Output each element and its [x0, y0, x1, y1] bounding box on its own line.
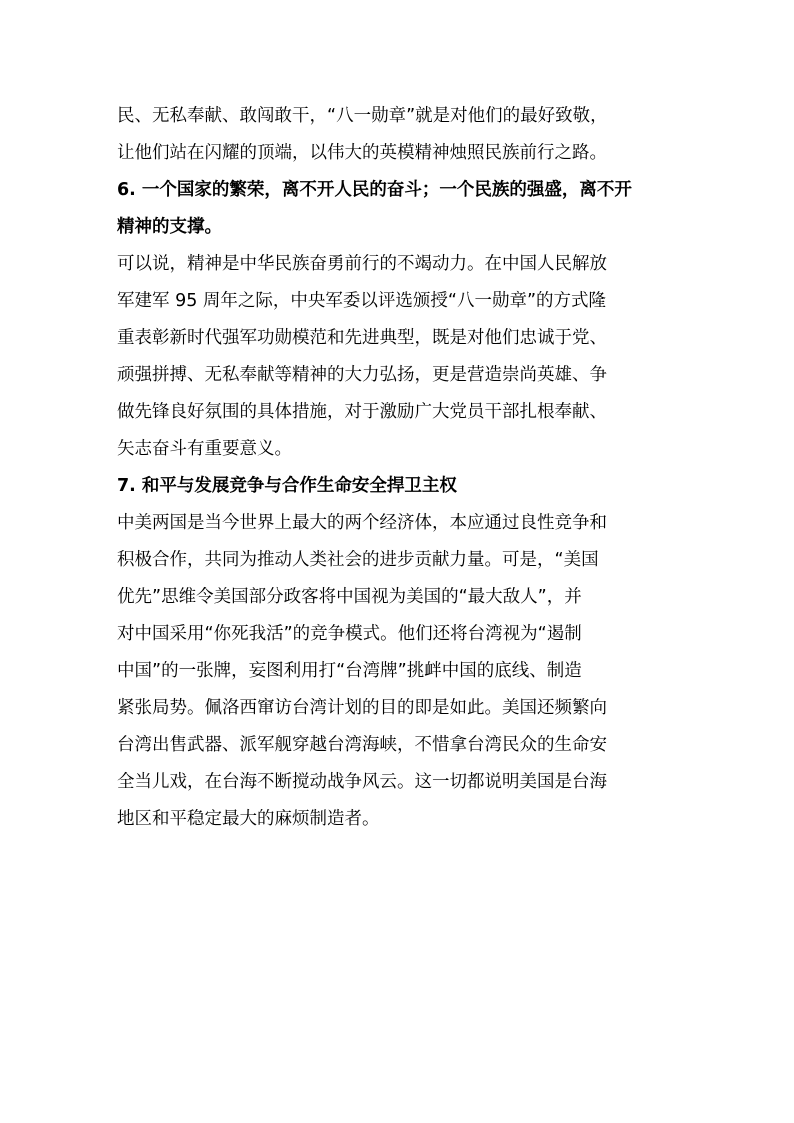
body-line: 重表彰新时代强军功勋模范和先进典型，既是对他们忠诚于党、	[117, 328, 607, 348]
body-line: 中美两国是当今世界上最大的两个经济体，本应通过良性竞争和	[117, 513, 607, 533]
body-line: 中国”的一张牌，妄图利用打“台湾牌”挑衅中国的底线、制造	[117, 661, 582, 681]
body-line: 积极合作，共同为推动人类社会的进步贡献力量。可是，“美国	[117, 550, 599, 570]
body-line: 做先锋良好氛围的具体措施，对于激励广大党员干部扎根奉献、	[117, 402, 607, 422]
document-body	[117, 98, 677, 838]
section-heading-6: 6. 一个国家的繁荣，离不开人民的奋斗；一个民族的强盛，离不开	[117, 180, 632, 200]
section-heading-7: 7. 和平与发展竞争与合作生命安全捍卫主权	[117, 476, 457, 496]
body-line: 可以说，精神是中华民族奋勇前行的不竭动力。在中国人民解放	[117, 254, 607, 274]
body-line: 全当儿戏，在台海不断搅动战争风云。这一切都说明美国是台海	[117, 772, 607, 792]
body-line: 地区和平稳定最大的麻烦制造者。	[117, 809, 380, 829]
body-line: 对中国采用“你死我活”的竞争模式。他们还将台湾视为“遏制	[117, 624, 582, 644]
body-line: 民、无私奉献、敢闯敢干，“八一勋章”就是对他们的最好致敬，	[117, 106, 608, 126]
body-line: 顽强拼搏、无私奉献等精神的大力弘扬，更是营造崇尚英雄、争	[117, 365, 607, 385]
body-line: 让他们站在闪耀的顶端，以伟大的英模精神烛照民族前行之路。	[117, 143, 607, 163]
section-heading-6-cont: 精神的支撑。	[117, 217, 222, 237]
body-line: 紧张局势。佩洛西窜访台湾计划的目的即是如此。美国还频繁向	[117, 698, 607, 718]
body-line: 矢志奋斗有重要意义。	[117, 439, 292, 459]
body-line: 优先”思维令美国部分政客将中国视为美国的“最大敌人”，并	[117, 587, 582, 607]
body-line: 台湾出售武器、派军舰穿越台湾海峡，不惜拿台湾民众的生命安	[117, 735, 607, 755]
body-line: 军建军 95 周年之际，中央军委以评选颁授“八一勋章”的方式隆	[117, 291, 607, 311]
